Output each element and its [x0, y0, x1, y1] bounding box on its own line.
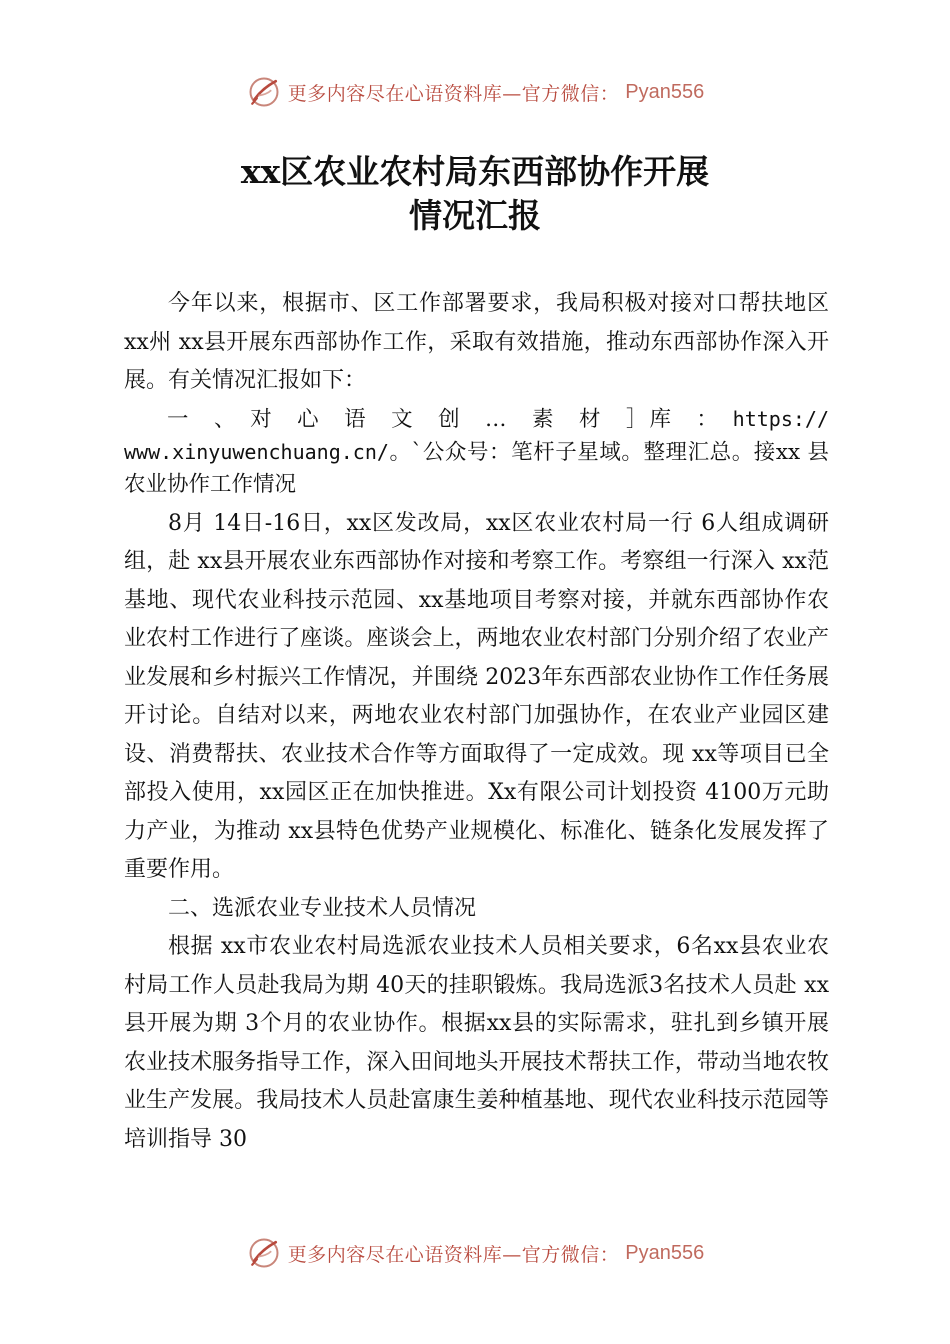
document-body	[124, 285, 829, 1159]
paragraph-section-1-heading	[124, 403, 829, 501]
paragraph-section-2-body: 根据 xx市农业农村局选派农业技术人员相关要求，6名xx县农业农村局工作人员赴我局为期 40天的挂职锻炼。我局选派3名技术人员赴 xx县开展为期 3个月的农业协作。根据xx县的实际需求，驻扎到乡镇开展农业技术服务指导工作，深入田间地头开展技术帮扶工作，带动当地农牧业生产发展。我局技术人员赴富康生姜种植基地、现代农业科技示范园等培训指导 30	[124, 934, 829, 1152]
paragraph-intro: 今年以来，根据市、区工作部署要求，我局积极对接对口帮扶地区 xx州 xx县开展东西部协作工作，采取有效措施，推动东西部协作深入开展。有关情况汇报如下：	[124, 291, 829, 393]
brand-logo-icon	[246, 1235, 282, 1271]
title-line-2: 情况汇报	[409, 196, 541, 235]
watermark-wechat-id: Pyan556	[625, 1241, 705, 1264]
website-url: https:// www.xinyuwenchuang.cn/	[124, 406, 829, 464]
heading-suffix: 。`公众号：笔杆子星域。整理汇总。接xx 县农业协作工作情况	[124, 439, 829, 497]
watermark-text: 更多内容尽在心语资料库—官方微信：	[287, 82, 620, 105]
paragraph-section-1-body: 8月 14日-16日，xx区发改局，xx区农业农村局一行 6人组成调研组，赴 xx县开展农业东西部协作对接和考察工作。考察组一行深入 xx范基地、现代农业科技示范园、xx基地项目考察对接，并就东西部协作农业农村工作进行了座谈。座谈会上，两地农业农村部门分别介绍了农业产业发展和乡村振兴工作情况，并围绕 2023年东西部农业协作工作任务展开讨论。自结对以来，两地农业农村部门加强协作，在农业产业园区建设、消费帮扶、农业技术合作等方面取得了一定成效。现 xx等项目已全部投入使用，xx园区正在加快推进。Xx有限公司计划投资 4100万元助力产业，为推动 xx县特色优势产业规模化、标准化、链条化发展发挥了重要作用。	[124, 510, 829, 882]
watermark-text: 更多内容尽在心语资料库—官方微信：	[287, 1243, 620, 1266]
title-line-1: xx区农业农村局东西部协作开展	[240, 152, 710, 191]
watermark-banner-bottom	[0, 1231, 950, 1275]
heading-prefix: 一 、 对 心 语 文 创 … 素 材 ］库 ：	[167, 406, 733, 432]
paragraph-section-2-heading: 二、选派农业专业技术人员情况	[168, 895, 477, 921]
watermark-banner-top	[0, 70, 950, 114]
brand-logo-icon	[246, 74, 282, 110]
watermark-wechat-id: Pyan556	[625, 80, 705, 103]
document-title	[0, 150, 950, 238]
